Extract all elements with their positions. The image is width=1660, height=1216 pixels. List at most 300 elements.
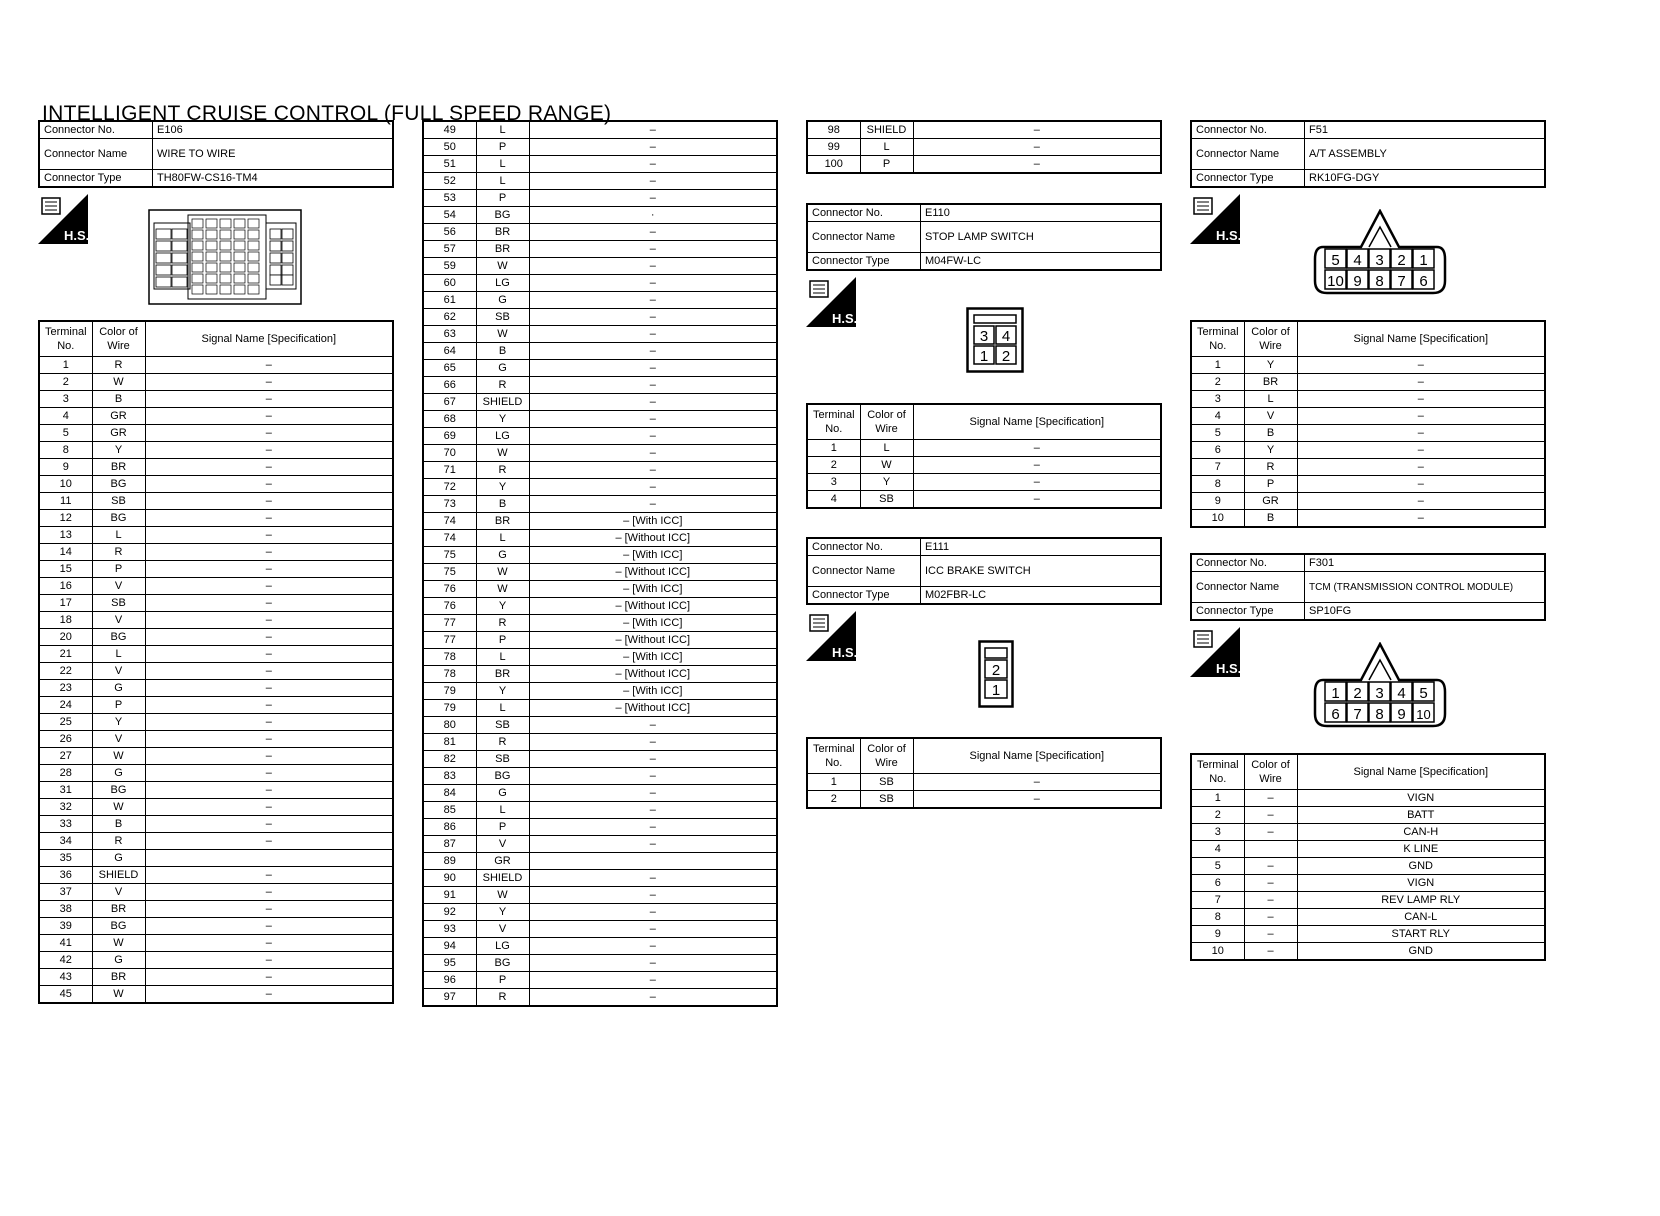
terminal-no-cell: 75 — [423, 547, 476, 564]
signal-name-cell: – — [529, 768, 777, 785]
signal-name-cell: – [Without ICC] — [529, 564, 777, 581]
wire-color-cell: W — [92, 986, 145, 1004]
table-row — [423, 479, 777, 496]
color-of-wire-header: Color of Wire — [1244, 321, 1297, 357]
terminal-no-cell: 27 — [39, 748, 92, 765]
terminal-no-cell: 66 — [423, 377, 476, 394]
signal-name-cell: – — [1297, 391, 1545, 408]
table-row — [423, 819, 777, 836]
signal-name-cell: – — [145, 476, 393, 493]
table-row — [1191, 493, 1545, 510]
signal-name-cell: BATT — [1297, 807, 1545, 824]
terminal-no-cell: 52 — [423, 173, 476, 190]
connector-no-value: E111 — [921, 538, 1162, 556]
table-row — [423, 853, 777, 870]
wire-color-cell: GR — [92, 425, 145, 442]
wire-color-cell: P — [1244, 476, 1297, 493]
terminal-no-cell: 10 — [39, 476, 92, 493]
signal-name-cell: – — [529, 802, 777, 819]
terminal-no-cell: 3 — [1191, 391, 1244, 408]
harness-side-icon — [1190, 627, 1240, 677]
terminal-no-cell: 72 — [423, 479, 476, 496]
wire-color-cell: GR — [476, 853, 529, 870]
terminal-no-cell: 22 — [39, 663, 92, 680]
terminal-no-cell: 77 — [423, 632, 476, 649]
wire-color-cell: L — [476, 156, 529, 173]
terminal-no-cell: 65 — [423, 360, 476, 377]
terminal-no-cell: 92 — [423, 904, 476, 921]
wire-color-cell: BG — [92, 476, 145, 493]
connector-type-value: RK10FG-DGY — [1305, 170, 1546, 188]
terminal-no-header: Terminal No. — [1191, 754, 1244, 790]
terminal-no-cell: 80 — [423, 717, 476, 734]
wire-color-cell: L — [1244, 391, 1297, 408]
terminal-table-f301 — [1190, 753, 1546, 961]
terminal-no-cell: 31 — [39, 782, 92, 799]
connector-type-label: Connector Type — [39, 170, 153, 188]
signal-name-cell: – [With ICC] — [529, 649, 777, 666]
table-row — [39, 918, 393, 935]
signal-name-cell: – — [529, 394, 777, 411]
signal-name-cell: – — [529, 173, 777, 190]
wire-color-cell: B — [1244, 425, 1297, 442]
terminal-no-cell: 9 — [39, 459, 92, 476]
terminal-no-cell: 8 — [1191, 476, 1244, 493]
table-row — [39, 629, 393, 646]
wire-color-cell: W — [92, 935, 145, 952]
table-row — [423, 989, 777, 1007]
signal-name-cell: · — [529, 207, 777, 224]
wire-color-cell: BG — [92, 782, 145, 799]
table-row — [39, 867, 393, 884]
table-row — [423, 581, 777, 598]
table-row — [39, 697, 393, 714]
terminal-no-cell: 28 — [39, 765, 92, 782]
terminal-no-cell: 37 — [39, 884, 92, 901]
connector-type-value: TH80FW-CS16-TM4 — [153, 170, 394, 188]
signal-name-cell: – — [529, 121, 777, 139]
signal-name-cell: – — [1297, 408, 1545, 425]
signal-name-cell: – — [529, 921, 777, 938]
terminal-no-cell: 89 — [423, 853, 476, 870]
svg-text:H.S.: H.S. — [832, 311, 856, 326]
table-row — [423, 496, 777, 513]
table-row — [423, 615, 777, 632]
table-row — [39, 731, 393, 748]
terminal-table-e110 — [806, 403, 1162, 509]
wire-color-cell: G — [476, 360, 529, 377]
table-row — [423, 207, 777, 224]
wire-color-cell: B — [476, 343, 529, 360]
table-row — [39, 374, 393, 391]
wire-color-cell: Y — [860, 474, 913, 491]
table-row — [423, 564, 777, 581]
signal-name-cell: – — [145, 561, 393, 578]
table-row — [39, 680, 393, 697]
terminal-no-cell: 79 — [423, 683, 476, 700]
terminal-no-cell: 7 — [1191, 459, 1244, 476]
table-row — [807, 474, 1161, 491]
signal-name-header: Signal Name [Specification] — [913, 404, 1161, 440]
terminal-no-cell: 4 — [1191, 408, 1244, 425]
table-row — [1191, 892, 1545, 909]
signal-name-cell: – — [145, 697, 393, 714]
wire-color-cell: BR — [92, 901, 145, 918]
terminal-no-cell: 4 — [807, 491, 860, 509]
wire-color-cell: W — [92, 799, 145, 816]
table-row — [423, 139, 777, 156]
wire-color-cell: R — [92, 544, 145, 561]
table-row — [423, 649, 777, 666]
signal-name-cell: – — [145, 918, 393, 935]
wire-color-cell: SHIELD — [476, 870, 529, 887]
table-row — [39, 986, 393, 1004]
signal-name-cell: – [With ICC] — [529, 513, 777, 530]
signal-name-cell: – — [145, 510, 393, 527]
terminal-no-cell: 68 — [423, 411, 476, 428]
table-row — [423, 921, 777, 938]
signal-name-cell: – — [145, 731, 393, 748]
wire-color-cell: R — [92, 833, 145, 850]
signal-name-cell: – — [529, 156, 777, 173]
table-row — [807, 791, 1161, 809]
connector-no-label: Connector No. — [807, 204, 921, 222]
table-row — [39, 425, 393, 442]
terminal-no-cell: 21 — [39, 646, 92, 663]
terminal-no-cell: 82 — [423, 751, 476, 768]
wire-color-cell: W — [92, 374, 145, 391]
table-row — [423, 309, 777, 326]
wire-color-cell: – — [1244, 790, 1297, 807]
signal-name-cell: – — [145, 408, 393, 425]
signal-name-cell: – — [145, 357, 393, 374]
signal-name-cell: – — [529, 343, 777, 360]
terminal-no-cell: 96 — [423, 972, 476, 989]
wire-color-cell: SB — [860, 791, 913, 809]
signal-name-cell: – — [529, 377, 777, 394]
signal-name-cell: – — [145, 646, 393, 663]
terminal-no-cell: 70 — [423, 445, 476, 462]
wire-color-cell: V — [92, 884, 145, 901]
pin-label: 10 — [1416, 707, 1431, 722]
table-row — [423, 734, 777, 751]
pin-label: 4 — [1397, 685, 1406, 702]
signal-name-cell: – — [529, 972, 777, 989]
wire-color-cell: L — [860, 440, 913, 457]
terminal-no-cell: 67 — [423, 394, 476, 411]
table-row — [39, 510, 393, 527]
terminal-no-cell: 8 — [1191, 909, 1244, 926]
signal-name-cell: – — [529, 445, 777, 462]
terminal-no-cell: 98 — [807, 121, 860, 139]
table-row — [807, 491, 1161, 509]
table-row — [423, 360, 777, 377]
terminal-no-cell: 76 — [423, 581, 476, 598]
signal-name-cell: – [Without ICC] — [529, 700, 777, 717]
terminal-no-cell: 97 — [423, 989, 476, 1007]
table-row — [807, 457, 1161, 474]
terminal-no-cell: 5 — [1191, 425, 1244, 442]
terminal-no-cell: 3 — [1191, 824, 1244, 841]
terminal-no-cell: 10 — [1191, 510, 1244, 528]
table-row — [807, 774, 1161, 791]
signal-name-cell: – — [913, 791, 1161, 809]
table-row — [1191, 841, 1545, 858]
signal-name-cell: – — [529, 224, 777, 241]
signal-name-cell: – — [529, 292, 777, 309]
terminal-no-cell: 12 — [39, 510, 92, 527]
table-row — [39, 748, 393, 765]
wire-color-cell: SHIELD — [92, 867, 145, 884]
signal-name-cell: – [Without ICC] — [529, 632, 777, 649]
wire-color-cell: BR — [476, 666, 529, 683]
terminal-no-cell: 17 — [39, 595, 92, 612]
wire-color-cell: L — [92, 527, 145, 544]
connector-info-f301 — [1190, 553, 1546, 621]
signal-name-cell: – — [913, 774, 1161, 791]
signal-name-cell: – — [145, 493, 393, 510]
color-of-wire-header: Color of Wire — [860, 404, 913, 440]
table-row — [1191, 374, 1545, 391]
terminal-no-cell: 83 — [423, 768, 476, 785]
terminal-no-cell: 20 — [39, 629, 92, 646]
table-row — [423, 173, 777, 190]
wire-color-cell: R — [476, 462, 529, 479]
wire-color-cell: R — [476, 734, 529, 751]
terminal-no-cell: 91 — [423, 887, 476, 904]
terminal-no-cell: 3 — [39, 391, 92, 408]
connector-no-label: Connector No. — [1191, 554, 1305, 572]
signal-name-cell: – — [913, 440, 1161, 457]
pin-label: 5 — [1331, 252, 1340, 269]
table-row — [39, 612, 393, 629]
terminal-no-cell: 18 — [39, 612, 92, 629]
table-row — [423, 445, 777, 462]
connector-name-label: Connector Name — [1191, 139, 1305, 170]
wire-color-cell: G — [92, 680, 145, 697]
signal-name-cell: – [With ICC] — [529, 615, 777, 632]
connector-name-label: Connector Name — [807, 222, 921, 253]
signal-name-cell: – — [529, 887, 777, 904]
signal-name-cell: CAN-L — [1297, 909, 1545, 926]
table-row — [1191, 790, 1545, 807]
svg-text:H.S.: H.S. — [64, 228, 88, 243]
table-row — [423, 462, 777, 479]
wire-color-cell: G — [476, 785, 529, 802]
signal-name-cell: – — [529, 870, 777, 887]
signal-name-cell: – — [529, 428, 777, 445]
pin-label: 2 — [1353, 685, 1362, 702]
signal-name-cell: – — [145, 544, 393, 561]
wire-color-cell: P — [92, 561, 145, 578]
signal-name-cell: – — [529, 819, 777, 836]
table-row — [423, 598, 777, 615]
wire-color-cell: SB — [92, 493, 145, 510]
wire-color-cell: W — [476, 445, 529, 462]
wire-color-cell: BR — [92, 459, 145, 476]
wire-color-cell: BR — [1244, 374, 1297, 391]
pin-label: 2 — [1001, 348, 1011, 365]
connector-name-value: WIRE TO WIRE — [153, 139, 394, 170]
table-row — [423, 955, 777, 972]
terminal-no-cell: 1 — [807, 440, 860, 457]
terminal-no-cell: 56 — [423, 224, 476, 241]
table-row — [807, 139, 1161, 156]
wire-color-cell: W — [476, 887, 529, 904]
signal-name-cell: – — [529, 734, 777, 751]
wire-color-cell: R — [476, 615, 529, 632]
signal-name-cell: – — [145, 578, 393, 595]
table-row — [1191, 442, 1545, 459]
terminal-no-cell: 6 — [1191, 442, 1244, 459]
table-row — [423, 258, 777, 275]
wire-color-cell: R — [476, 989, 529, 1007]
wire-color-cell: SB — [92, 595, 145, 612]
signal-name-cell: – — [913, 156, 1161, 174]
table-row — [423, 751, 777, 768]
wire-color-cell: L — [476, 649, 529, 666]
table-row — [39, 595, 393, 612]
terminal-no-cell: 11 — [39, 493, 92, 510]
signal-name-cell: – — [145, 595, 393, 612]
wire-color-cell: L — [476, 700, 529, 717]
signal-name-cell: VIGN — [1297, 875, 1545, 892]
wire-color-cell: BR — [92, 969, 145, 986]
terminal-no-cell: 7 — [1191, 892, 1244, 909]
table-row — [1191, 926, 1545, 943]
terminal-no-cell: 51 — [423, 156, 476, 173]
table-row — [423, 292, 777, 309]
terminal-no-cell: 99 — [807, 139, 860, 156]
table-row — [423, 394, 777, 411]
svg-text:H.S.: H.S. — [1216, 228, 1240, 243]
wire-color-cell: V — [92, 612, 145, 629]
signal-name-cell: – — [529, 275, 777, 292]
table-row — [39, 765, 393, 782]
wire-color-cell: SHIELD — [476, 394, 529, 411]
svg-text:H.S.: H.S. — [832, 645, 856, 660]
signal-name-cell: – — [529, 258, 777, 275]
wire-color-cell: – — [1244, 807, 1297, 824]
table-row — [423, 343, 777, 360]
wire-color-cell: BR — [476, 513, 529, 530]
connector-name-label: Connector Name — [1191, 572, 1305, 603]
wire-color-cell: B — [1244, 510, 1297, 528]
signal-name-cell: – [Without ICC] — [529, 666, 777, 683]
terminal-no-cell: 3 — [807, 474, 860, 491]
terminal-no-cell: 24 — [39, 697, 92, 714]
terminal-table-f51 — [1190, 320, 1546, 528]
wire-color-cell: BR — [476, 224, 529, 241]
signal-name-cell: – — [529, 326, 777, 343]
signal-name-cell: – — [145, 442, 393, 459]
signal-name-cell: – — [529, 360, 777, 377]
signal-name-cell: – — [145, 680, 393, 697]
table-row — [39, 544, 393, 561]
wire-color-cell: V — [92, 663, 145, 680]
table-row — [423, 513, 777, 530]
terminal-no-cell: 23 — [39, 680, 92, 697]
connector-info-e110 — [806, 203, 1162, 271]
connector-type-value: SP10FG — [1305, 603, 1546, 621]
signal-name-cell: GND — [1297, 858, 1545, 875]
terminal-no-cell: 73 — [423, 496, 476, 513]
wire-color-cell: Y — [1244, 357, 1297, 374]
terminal-no-cell: 6 — [1191, 875, 1244, 892]
terminal-no-cell: 4 — [1191, 841, 1244, 858]
signal-name-cell: – — [145, 833, 393, 850]
table-row — [423, 190, 777, 207]
signal-name-cell: – — [145, 663, 393, 680]
signal-name-cell: GND — [1297, 943, 1545, 961]
wire-color-cell: Y — [92, 714, 145, 731]
terminal-no-cell: 54 — [423, 207, 476, 224]
wire-color-cell: P — [476, 139, 529, 156]
terminal-no-cell: 59 — [423, 258, 476, 275]
signal-name-cell: – — [145, 782, 393, 799]
wire-color-cell: P — [92, 697, 145, 714]
table-row — [423, 938, 777, 955]
signal-name-cell: – — [145, 714, 393, 731]
terminal-no-cell: 74 — [423, 530, 476, 547]
connector-no-value: F301 — [1305, 554, 1546, 572]
table-row — [423, 870, 777, 887]
connector-no-value: E110 — [921, 204, 1162, 222]
wire-color-cell: R — [1244, 459, 1297, 476]
terminal-no-cell: 39 — [39, 918, 92, 935]
terminal-no-cell: 9 — [1191, 493, 1244, 510]
wire-color-cell: P — [476, 190, 529, 207]
signal-name-cell: – — [145, 952, 393, 969]
terminal-no-cell: 74 — [423, 513, 476, 530]
wire-color-cell: L — [860, 139, 913, 156]
connector-no-value: E106 — [153, 121, 394, 139]
table-row — [1191, 425, 1545, 442]
terminal-no-header: Terminal No. — [39, 321, 92, 357]
signal-name-cell: – — [145, 986, 393, 1004]
signal-name-cell: – — [529, 717, 777, 734]
terminal-no-cell: 63 — [423, 326, 476, 343]
table-row — [39, 969, 393, 986]
pin-label: 1 — [979, 348, 989, 365]
wire-color-cell: P — [860, 156, 913, 174]
table-row — [423, 547, 777, 564]
wire-color-cell: Y — [476, 598, 529, 615]
wire-color-cell: L — [476, 530, 529, 547]
wire-color-cell: B — [92, 391, 145, 408]
wire-color-cell: GR — [1244, 493, 1297, 510]
signal-name-cell: – — [145, 901, 393, 918]
terminal-no-cell: 71 — [423, 462, 476, 479]
terminal-no-cell: 14 — [39, 544, 92, 561]
pin-label: 7 — [1353, 706, 1362, 723]
connector-name-value: A/T ASSEMBLY — [1305, 139, 1546, 170]
table-row — [39, 833, 393, 850]
wire-color-cell: V — [92, 578, 145, 595]
signal-name-cell: – — [145, 884, 393, 901]
wire-color-cell: – — [1244, 858, 1297, 875]
terminal-no-cell: 60 — [423, 275, 476, 292]
signal-name-cell: – — [529, 904, 777, 921]
terminal-table-e111 — [806, 737, 1162, 809]
terminal-table-e106-cont2 — [806, 120, 1162, 174]
terminal-no-cell: 2 — [39, 374, 92, 391]
wire-color-cell: V — [476, 836, 529, 853]
pin-label: 3 — [979, 328, 989, 345]
terminal-no-cell: 85 — [423, 802, 476, 819]
signal-name-cell: REV LAMP RLY — [1297, 892, 1545, 909]
terminal-no-cell: 79 — [423, 700, 476, 717]
